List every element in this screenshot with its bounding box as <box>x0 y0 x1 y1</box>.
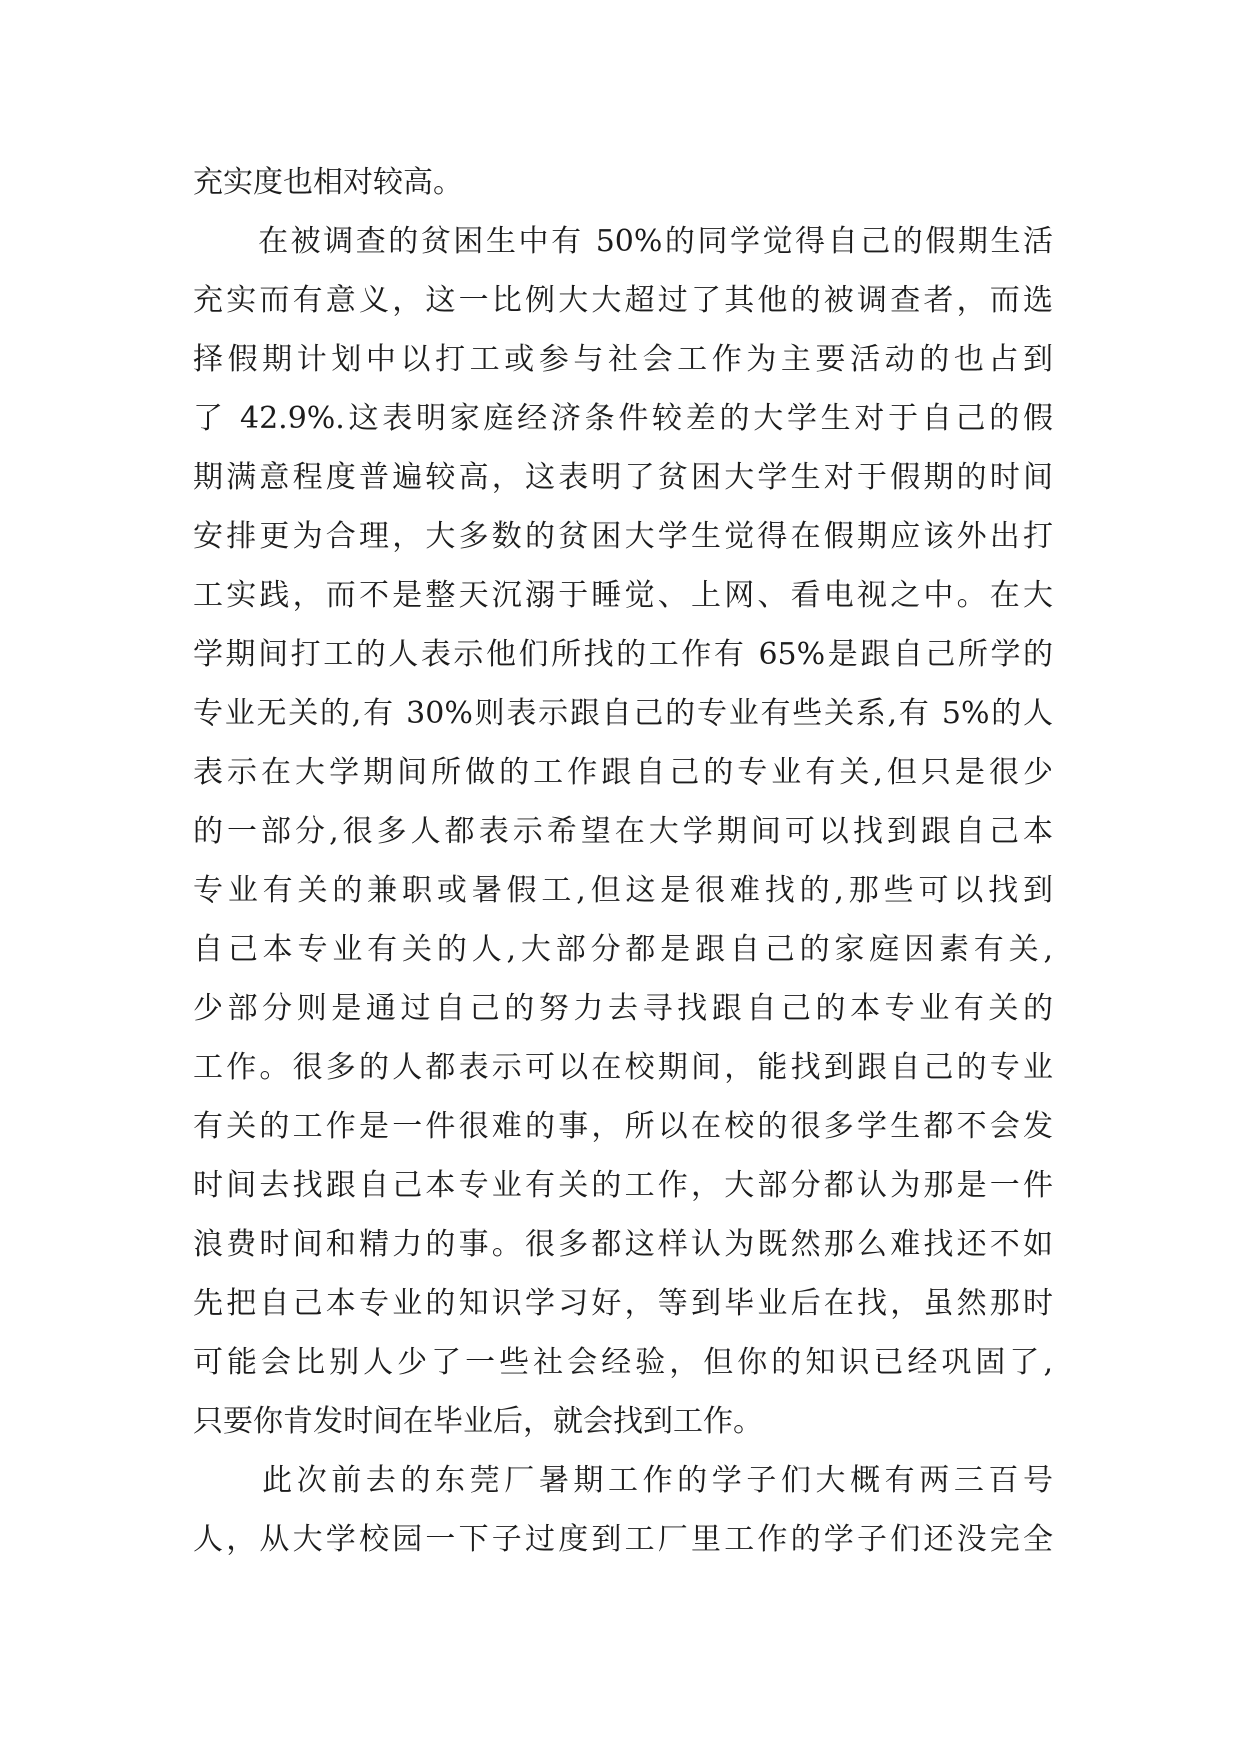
text-line: 有关的工作是一件很难的事，所以在校的很多学生都不会发 <box>193 1109 1053 1144</box>
text-line: 工作。很多的人都表示可以在校期间，能找到跟自己的专业 <box>193 1050 1053 1085</box>
text-line: 此次前去的东莞厂暑期工作的学子们大概有两三百号 <box>193 1463 1053 1498</box>
paragraph-3 <box>193 1451 1053 1569</box>
text-line: 浪费时间和精力的事。很多都这样认为既然那么难找还不如 <box>193 1227 1053 1262</box>
text-line: 先把自己本专业的知识学习好，等到毕业后在找，虽然那时 <box>193 1286 1053 1321</box>
text-line: 充实度也相对较高。 <box>193 165 463 200</box>
text-line: 安排更为合理，大多数的贫困大学生觉得在假期应该外出打 <box>193 519 1053 554</box>
text-line: 专业无关的,有 30%则表示跟自己的专业有些关系,有 5%的人 <box>193 696 1053 731</box>
text-line: 在被调查的贫困生中有 50%的同学觉得自己的假期生活 <box>193 224 1053 259</box>
text-line: 可能会比别人少了一些社会经验，但你的知识已经巩固了, <box>193 1345 1053 1380</box>
text-line: 择假期计划中以打工或参与社会工作为主要活动的也占到 <box>193 342 1053 377</box>
text-line: 工实践，而不是整天沉溺于睡觉、上网、看电视之中。在大 <box>193 578 1053 613</box>
paragraph-1 <box>193 153 1053 212</box>
text-line: 充实而有意义，这一比例大大超过了其他的被调查者，而选 <box>193 283 1053 318</box>
text-line: 时间去找跟自己本专业有关的工作，大部分都认为那是一件 <box>193 1168 1053 1203</box>
text-line: 了 42.9%.这表明家庭经济条件较差的大学生对于自己的假 <box>193 401 1053 436</box>
text-line: 期满意程度普遍较高，这表明了贫困大学生对于假期的时间 <box>193 460 1053 495</box>
text-line: 表示在大学期间所做的工作跟自己的专业有关,但只是很少 <box>193 755 1053 790</box>
text-line: 学期间打工的人表示他们所找的工作有 65%是跟自己所学的 <box>193 637 1053 672</box>
text-line: 专业有关的兼职或暑假工,但这是很难找的,那些可以找到 <box>193 873 1053 908</box>
text-line: 少部分则是通过自己的努力去寻找跟自己的本专业有关的 <box>193 991 1053 1026</box>
document-body <box>193 153 1053 1569</box>
text-line: 人，从大学校园一下子过度到工厂里工作的学子们还没完全 <box>193 1522 1053 1557</box>
text-line: 的一部分,很多人都表示希望在大学期间可以找到跟自己本 <box>193 814 1053 849</box>
text-line: 自己本专业有关的人,大部分都是跟自己的家庭因素有关, <box>193 932 1053 967</box>
paragraph-2 <box>193 212 1053 1451</box>
text-line: 只要你肯发时间在毕业后，就会找到工作。 <box>193 1404 763 1439</box>
